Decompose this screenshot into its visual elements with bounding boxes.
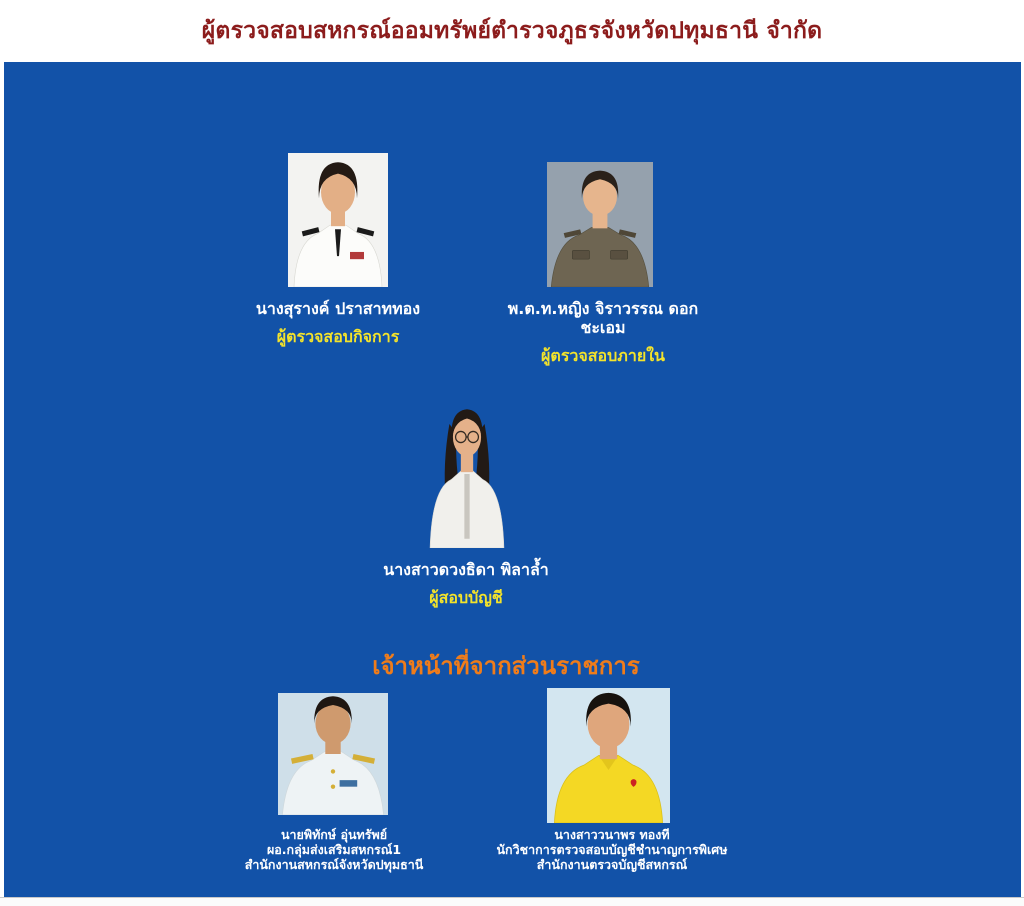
caption-duangthida [366,560,566,607]
person-photo-illustration [547,162,653,287]
portrait-photo-pitak [278,693,388,815]
caption-jirawan [488,299,718,365]
caption-pitak [223,827,445,872]
person-role: ผู้ตรวจสอบกิจการ [276,327,400,346]
person-photo-illustration [288,153,388,287]
portrait-photo-duangthida [423,400,511,548]
page-title: ผู้ตรวจสอบสหกรณ์ออมทรัพย์ตำรวจภูธรจังหวัดปทุมธานี จำกัด [201,18,823,44]
person-role: ผู้ตรวจสอบภายใน [541,346,665,365]
page-header [0,0,1024,62]
portrait-photo-wanaporn [547,688,670,823]
person-name: นายพิทักษ์ อุ่นทรัพย์ [280,827,388,842]
person-photo-illustration [547,688,670,823]
portrait-photo-surang [288,153,388,287]
person-role-line1: ผอ.กลุ่มส่งเสริมสหกรณ์1 [266,842,402,857]
person-role: ผู้สอบบัญชี [429,588,503,607]
person-role-line2: สำนักงานตรวจบัญชีสหกรณ์ [536,857,688,872]
person-name: นางสาววนาพร ทองที [554,827,670,842]
caption-wanaporn [486,827,738,872]
portrait-photo-jirawan [547,162,653,287]
section-title-government-officials: เจ้าหน้าที่จากส่วนราชการ [372,652,640,680]
person-role-line1: นักวิชาการตรวจสอบบัญชีชำนาญการพิเศษ [496,842,728,857]
content-panel [4,62,1021,897]
caption-surang [238,299,438,346]
person-photo-illustration [423,400,511,548]
person-photo-illustration [278,693,388,815]
person-name: นางสาวดวงธิดา พิลาล้ำ [383,560,549,579]
bottom-margin-strip [0,897,1024,906]
person-role-line2: สำนักงานสหกรณ์จังหวัดปทุมธานี [244,857,424,872]
person-name: พ.ต.ท.หญิง จิราวรรณ ดอกชะเอม [507,299,699,337]
person-name: นางสุรางค์ ปราสาททอง [255,299,421,318]
